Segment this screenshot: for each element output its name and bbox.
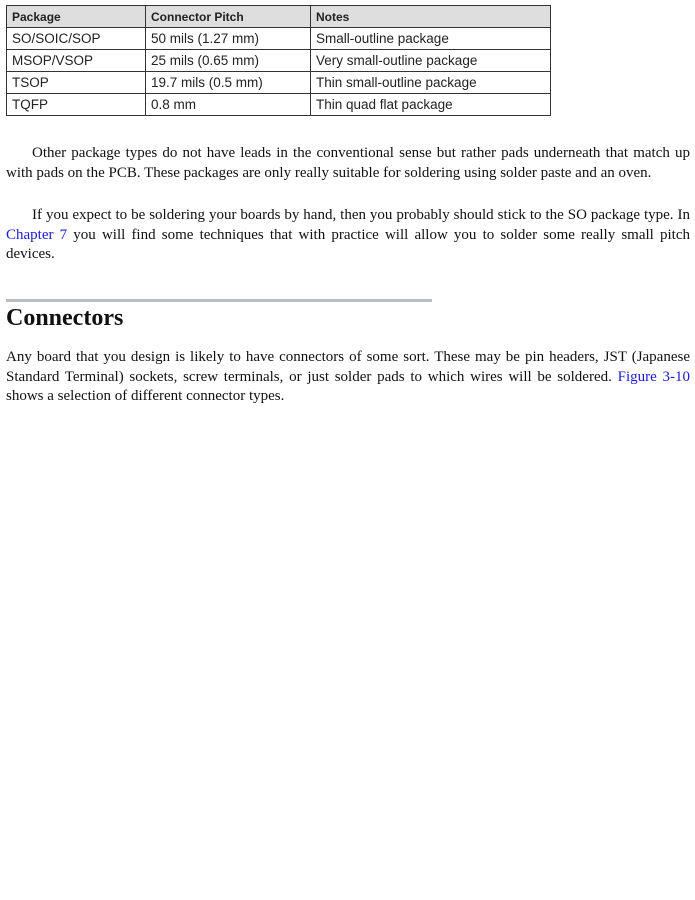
section-heading: Connectors [6, 305, 124, 331]
table-cell: TSOP [7, 72, 146, 94]
table-row [7, 94, 551, 116]
table-cell: 19.7 mils (0.5 mm) [146, 72, 311, 94]
table-row [7, 28, 551, 50]
table-cell: Very small-outline package [311, 50, 551, 72]
column-header-package: Package [7, 6, 146, 28]
chapter-7-link[interactable]: Chapter 7 [6, 226, 68, 243]
figure-3-10-link[interactable]: Figure 3-10 [617, 368, 690, 385]
table-cell: 50 mils (1.27 mm) [146, 28, 311, 50]
column-header-connector-pitch: Connector Pitch [146, 6, 311, 28]
paragraph-text: If you expect to be soldering your boards by hand, then you probably should stick to the SO package type. In [32, 207, 690, 223]
table-row [7, 50, 551, 72]
table-cell: 25 mils (0.65 mm) [146, 50, 311, 72]
paragraph-connectors [6, 348, 690, 407]
table-cell: Thin quad flat package [311, 94, 551, 116]
table-cell: Small-outline package [311, 28, 551, 50]
table-cell: MSOP/VSOP [7, 50, 146, 72]
table-cell: 0.8 mm [146, 94, 311, 116]
table-row [7, 72, 551, 94]
table-header-row [7, 6, 551, 28]
table-cell: Thin small-outline package [311, 72, 551, 94]
paragraph-hand-soldering [6, 206, 690, 265]
paragraph-text: Any board that you design is likely to have connectors of some sort. These may be pin headers, JST (Japanese Standard Terminal) sockets, screw terminals, or just solder pads to which wires will be soldered. [6, 349, 690, 385]
paragraph-package-types: Other package types do not have leads in the conventional sense but rather pads underneath that match up with pads on the PCB. These packages are only really suitable for soldering using solder paste and an oven. [6, 145, 690, 181]
column-header-notes: Notes [311, 6, 551, 28]
paragraph-text: you will find some techniques that with practice will allow you to solder some really small pitch devices. [6, 226, 690, 262]
paragraph-text: shows a selection of different connector types. [6, 388, 285, 404]
table-cell: TQFP [7, 94, 146, 116]
package-table [6, 5, 551, 116]
table-cell: SO/SOIC/SOP [7, 28, 146, 50]
